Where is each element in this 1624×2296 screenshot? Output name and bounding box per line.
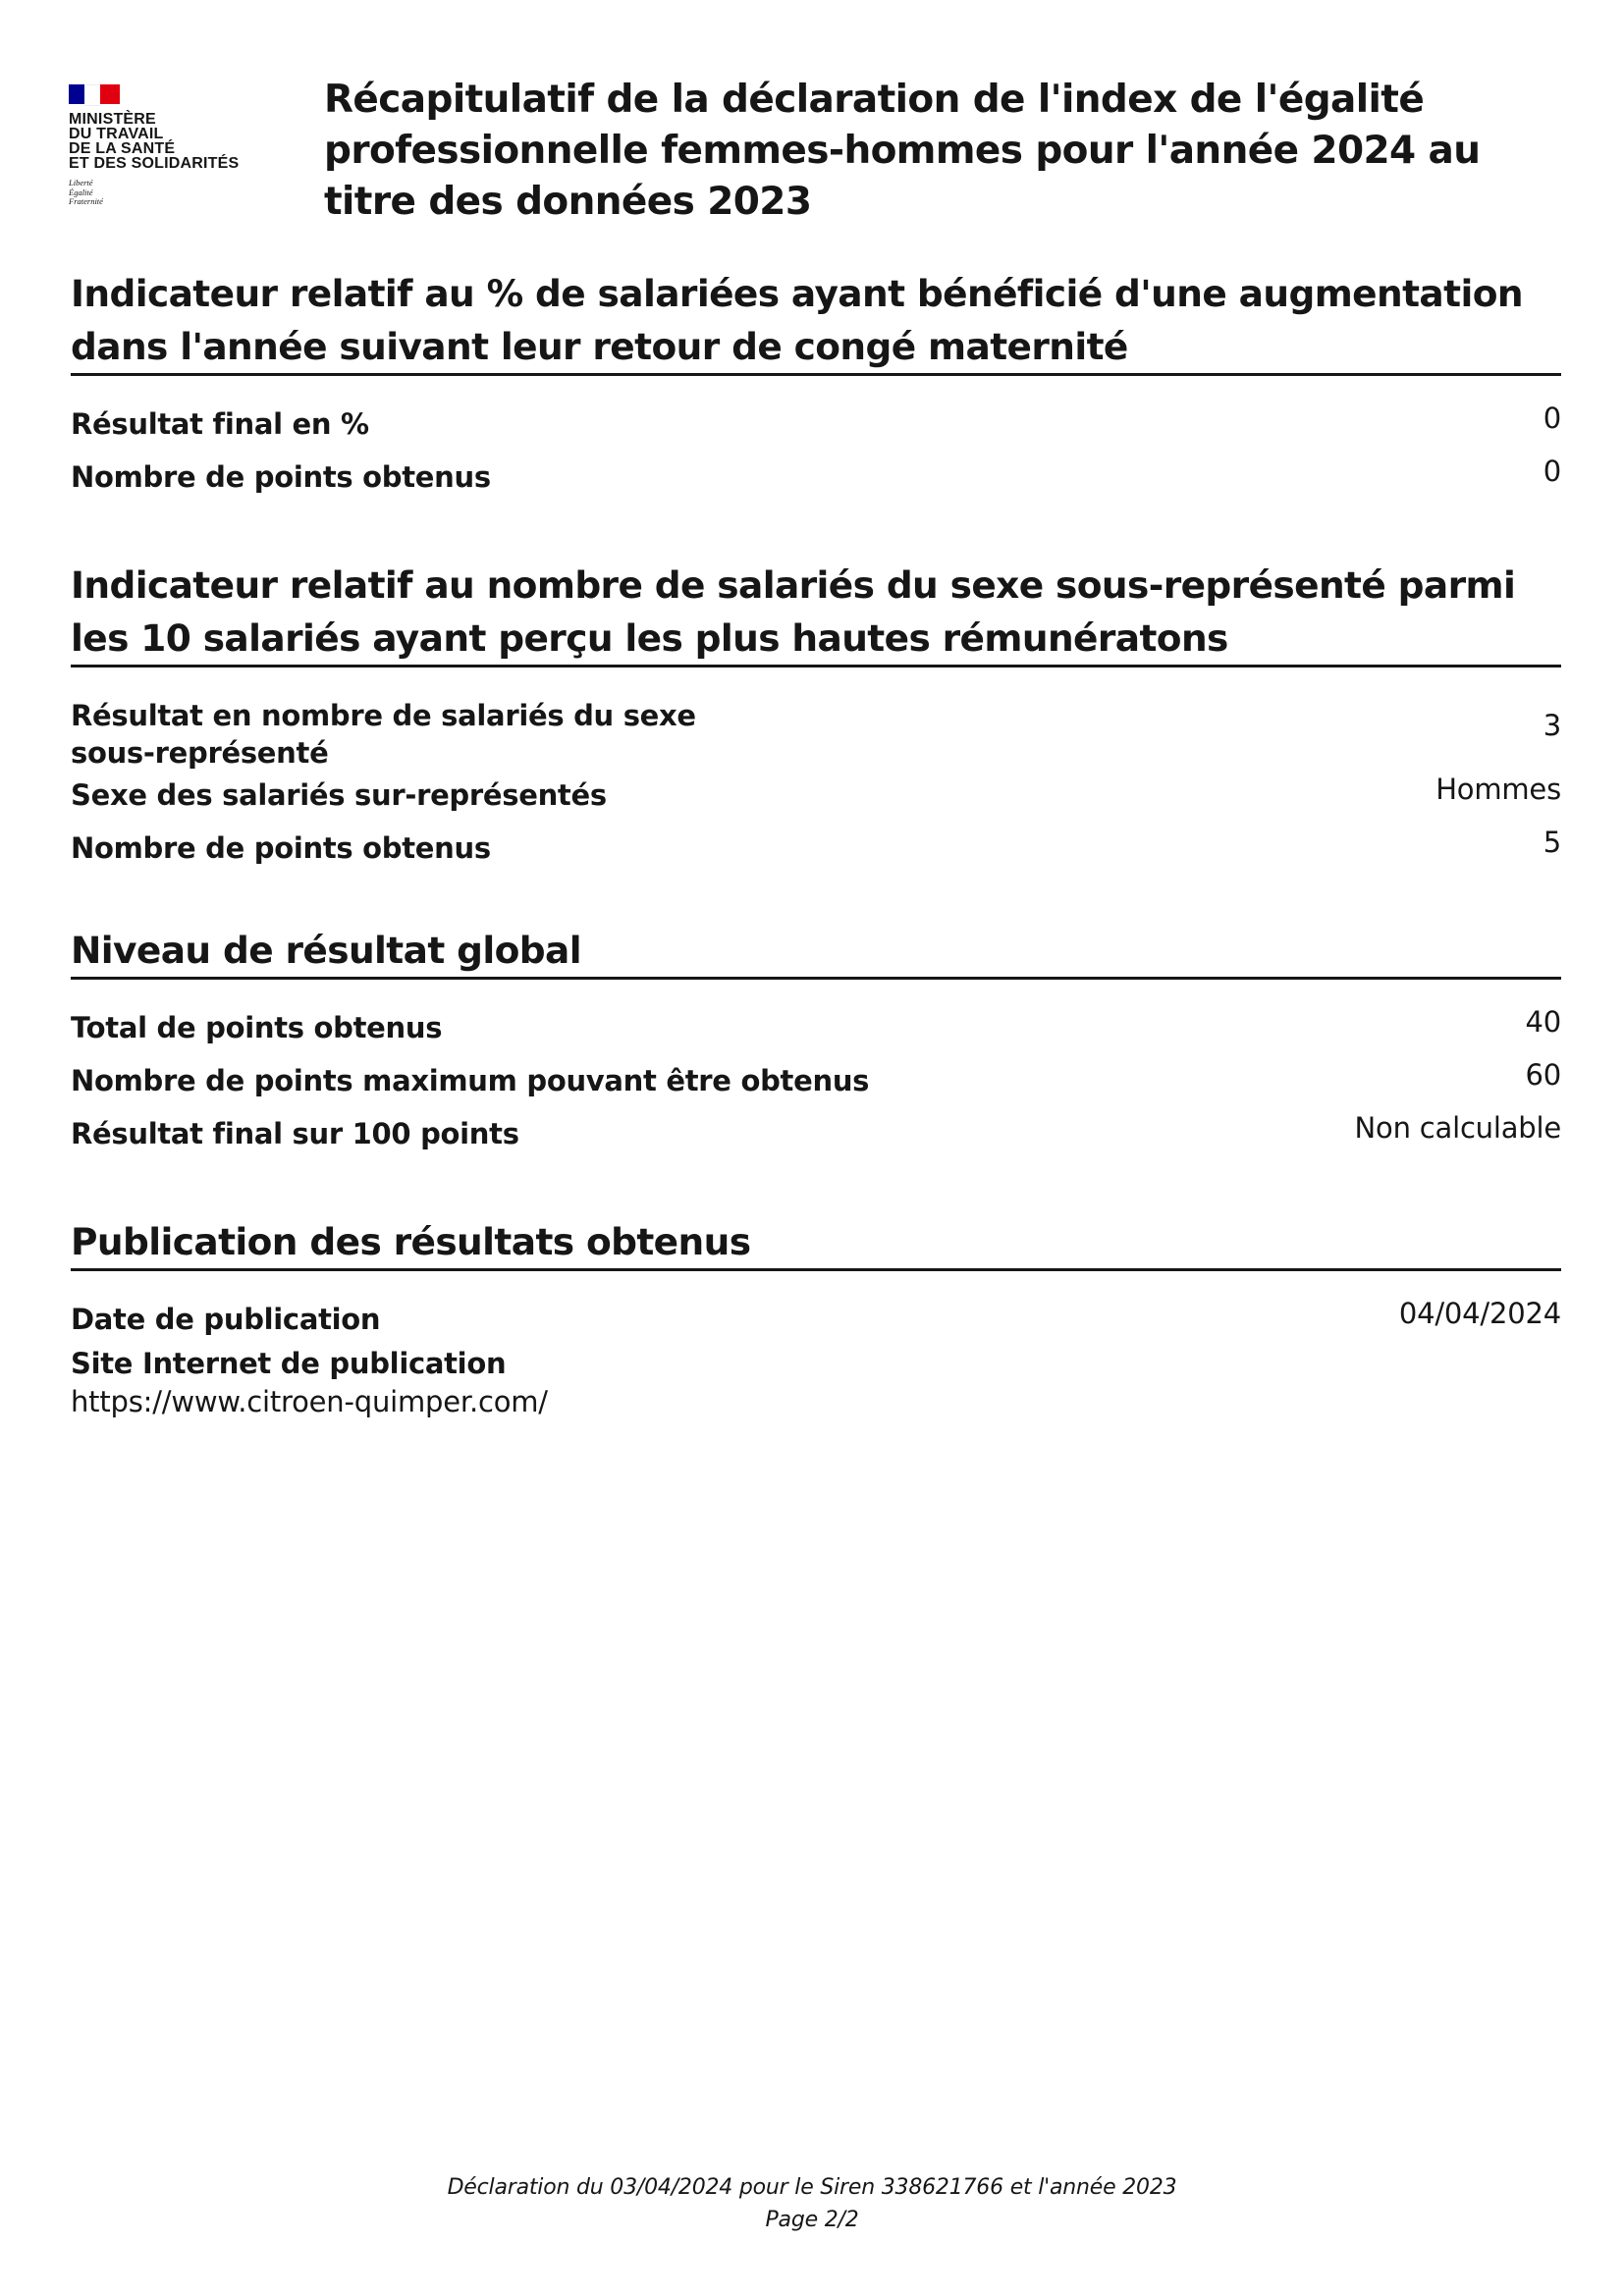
row-value: 5	[1543, 826, 1561, 859]
points-row	[71, 454, 1561, 497]
document-title: Récapitulatif de la déclaration de l'index de l'égalité professionnelle femmes-hommes pour l'année 2024 au titre des données 2023	[324, 78, 1481, 224]
republic-motto: Liberté Égalité Fraternité	[69, 178, 103, 206]
row-label: Résultat final sur 100 points	[71, 1117, 519, 1150]
row-label: Nombre de points obtenus	[71, 460, 491, 494]
section-global-result	[71, 924, 1561, 1153]
publication-site-row	[71, 1345, 1561, 1421]
total-points-row	[71, 1005, 1561, 1047]
section-publication	[71, 1215, 1561, 1421]
row-value: 3	[1543, 709, 1561, 742]
row-label: Site Internet de publication	[71, 1347, 507, 1380]
page-footer	[0, 2171, 1624, 2236]
row-label: Nombre de points maximum pouvant être obtenus	[71, 1064, 870, 1097]
row-label: Nombre de points obtenus	[71, 831, 491, 865]
row-value: 0	[1543, 401, 1561, 435]
page-number: Page 2/2	[765, 2208, 859, 2232]
declaration-info: Déclaration du 03/04/2024 pour le Siren 338621766 et l'année 2023	[447, 2175, 1177, 2200]
row-value: 40	[1525, 1005, 1561, 1039]
section-title: Indicateur relatif au % de salariées ayant bénéficié d'une augmentation dans l'année suivant leur retour de congé maternité	[71, 267, 1561, 376]
section-top-earners-indicator	[71, 559, 1561, 868]
publication-date-row	[71, 1297, 1561, 1339]
result-row	[71, 401, 1561, 444]
publication-url[interactable]: https://www.citroen-quimper.com/	[71, 1385, 548, 1418]
section-title: Indicateur relatif au nombre de salariés du sexe sous-représenté parmi les 10 salariés ayant perçu les plus hautes rémunératons	[71, 559, 1561, 667]
row-value: 0	[1543, 454, 1561, 488]
row-value: Non calculable	[1354, 1111, 1561, 1145]
row-value: 60	[1525, 1058, 1561, 1092]
row-label: Résultat en nombre de salariés du sexe sous-représenté	[71, 699, 696, 770]
section-title: Publication des résultats obtenus	[71, 1215, 1561, 1271]
row-label: Date de publication	[71, 1303, 381, 1336]
section-title: Niveau de résultat global	[71, 924, 1561, 980]
row-value: Hommes	[1435, 773, 1561, 806]
overrepresented-sex-row	[71, 773, 1561, 815]
result-row	[71, 697, 1561, 772]
max-points-row	[71, 1058, 1561, 1100]
ministry-logo	[69, 84, 285, 232]
points-row	[71, 826, 1561, 868]
final-result-row	[71, 1111, 1561, 1153]
row-label: Sexe des salariés sur-représentés	[71, 778, 607, 812]
marianne-flag-icon	[69, 84, 120, 104]
row-value: 04/04/2024	[1398, 1297, 1561, 1330]
row-label: Résultat final en %	[71, 407, 369, 441]
ministry-name: MINISTÈRE DU TRAVAIL DE LA SANTÉ ET DES SOLIDARITÉS	[69, 111, 240, 172]
row-label: Total de points obtenus	[71, 1011, 443, 1044]
section-maternity-indicator	[71, 267, 1561, 497]
